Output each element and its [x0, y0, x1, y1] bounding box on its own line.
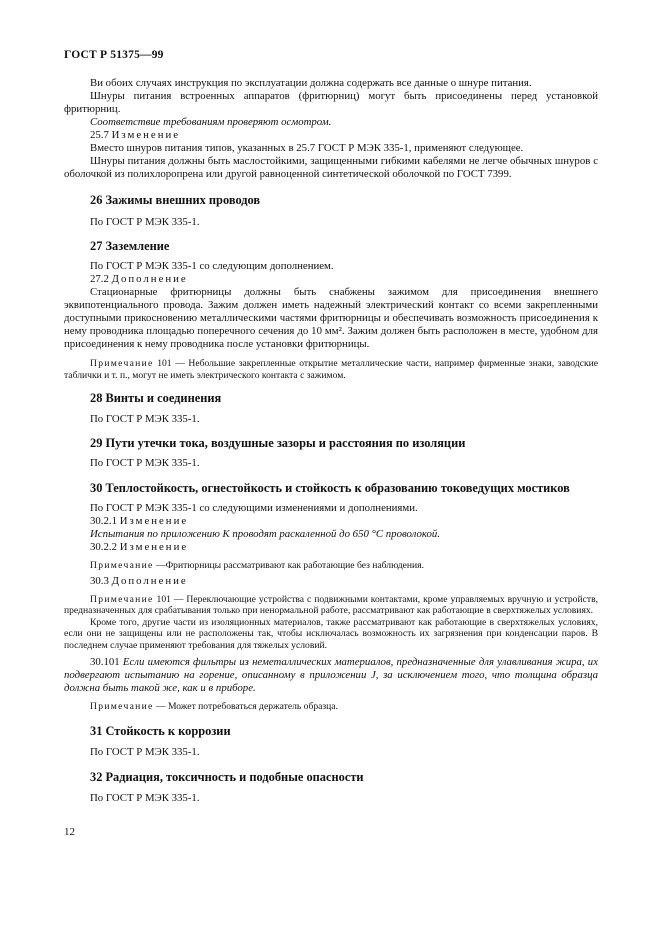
- section-heading: 26 Зажимы внешних проводов: [90, 193, 261, 207]
- paragraph: По ГОСТ Р МЭК 335-1.: [90, 791, 200, 804]
- clause-number: 30.2.1: [90, 515, 117, 527]
- clause-type: Изменение: [119, 541, 189, 553]
- note-text: 101 — Небольшие закрепленные открытие металлические части, например фирменные знаки, заводские таблички и т. п., могут не иметь электрического контакта с зажимом.: [64, 358, 599, 381]
- clause-number: 30.2.2: [90, 541, 117, 553]
- clause-number: 30.3: [90, 574, 109, 587]
- paragraph: По ГОСТ Р МЭК 335-1.: [90, 457, 200, 469]
- clause-number: 25.7: [90, 129, 109, 141]
- section-heading: 32 Радиация, токсичность и подобные опасности: [90, 769, 364, 784]
- section-heading: 28 Винты и соединения: [90, 391, 222, 405]
- paragraph: Шнуры питания должны быть маслостойкими, защищенными гибкими кабелями не легче обычных шнуров с оболочкой из полихлоропрена или другой равноценной синтетической оболочкой по ГОСТ 7399.: [64, 155, 598, 180]
- note-label: Примечание: [90, 560, 154, 571]
- clause-heading: [64, 575, 598, 588]
- paragraph: Ви обоих случаях инструкция по эксплуатации должна содержать все данные о шнуре питания.: [90, 77, 532, 89]
- note-text: — Может потребоваться держатель образца.: [155, 701, 338, 712]
- section-heading: 27 Заземление: [90, 239, 170, 253]
- clause-number: 30.101: [90, 656, 120, 668]
- note: [64, 594, 598, 617]
- note: [64, 701, 598, 713]
- clause-heading: [64, 541, 598, 554]
- paragraph: По ГОСТ Р МЭК 335-1.: [90, 745, 200, 758]
- paragraph: По ГОСТ Р МЭК 335-1.: [90, 413, 200, 425]
- note-label: Примечание: [90, 701, 154, 712]
- clause-heading: [64, 515, 598, 528]
- section-heading: 29 Пути утечки тока, воздушные зазоры и расстояния по изоляции: [90, 436, 466, 450]
- note: [64, 358, 598, 381]
- paragraph: Шнуры питания встроенных аппаратов (фритюрниц) могут быть присоединены перед установкой фритюрниц.: [64, 90, 598, 115]
- note-text: —Фритюрницы рассматривают как работающие без наблюдения.: [155, 560, 424, 571]
- clause-text: Если имеются фильтры из неметаллических материалов, предназначенные для улавливания жира, их подвергают испытанию на горение, описанному в приложении J, за исключением того, что толщина образца должна быть такой же, как и в приборе.: [64, 656, 599, 694]
- document-body: [64, 70, 598, 805]
- paragraph: Соответствие требованиям проверяют осмотром.: [90, 116, 332, 128]
- note: [64, 560, 598, 572]
- paragraph: По ГОСТ Р МЭК 335-1 со следующими изменениями и дополнениями.: [90, 502, 418, 514]
- clause-paragraph: [64, 656, 598, 695]
- page-number: 12: [64, 826, 75, 838]
- paragraph: Стационарные фритюрницы должны быть снабжены зажимом для присоединения внешнего эквипотенциального провода. Зажим должен иметь надежный электрический контакт со всеми закрепленными доступными прикосновению металлическими частями фритюрницы и обеспечивать возможность присоединения к нему проводника площадью поперечного сечения до 10 мм². Зажим должен быть расположен в месте, удобном для присоединения к нему проводника после установки фритюрницы.: [64, 286, 598, 350]
- paragraph: Вместо шнуров питания типов, указанных в 25.7 ГОСТ Р МЭК 335-1, применяют следующее.: [90, 142, 524, 154]
- paragraph: Кроме того, другие части из изоляционных материалов, также рассматривают как работающие в сверхтяжелых условиях, если они не защищены или не расположены так, чтобы исключалась возможность их загрязнения при конденсации паров. В последнем случае применяют требования для тяжелых условий.: [64, 616, 598, 651]
- clause-type: Дополнение: [111, 574, 188, 587]
- clause-number: 27.2: [90, 273, 109, 285]
- section-heading: 31 Стойкость к коррозии: [90, 723, 231, 738]
- clause-type: Дополнение: [111, 273, 188, 285]
- clause-type: Изменение: [111, 129, 181, 141]
- paragraph: По ГОСТ Р МЭК 335-1.: [90, 216, 200, 228]
- section-heading: 30 Теплостойкость, огнестойкость и стойкость к образованию токоведущих мостиков: [90, 481, 570, 495]
- document-header: ГОСТ Р 51375—99: [64, 49, 164, 61]
- note-label: Примечание: [90, 358, 154, 369]
- clause-heading: [64, 129, 598, 142]
- clause-type: Изменение: [119, 515, 189, 527]
- paragraph: По ГОСТ Р МЭК 335-1 со следующим дополнением.: [90, 260, 334, 272]
- note-label: Примечание: [90, 593, 154, 605]
- note-text: 101 — Переключающие устройства с подвижными контактами, кроме управляемых вручную и устройств, предназначенных для срабатывания только при ненормальной работе, рассматривают как работающие в сверхтяжелых условиях.: [64, 593, 598, 616]
- clause-heading: [64, 273, 598, 286]
- paragraph: Испытания по приложению К проводят раскаленной до 650 °С проволокой.: [90, 528, 441, 540]
